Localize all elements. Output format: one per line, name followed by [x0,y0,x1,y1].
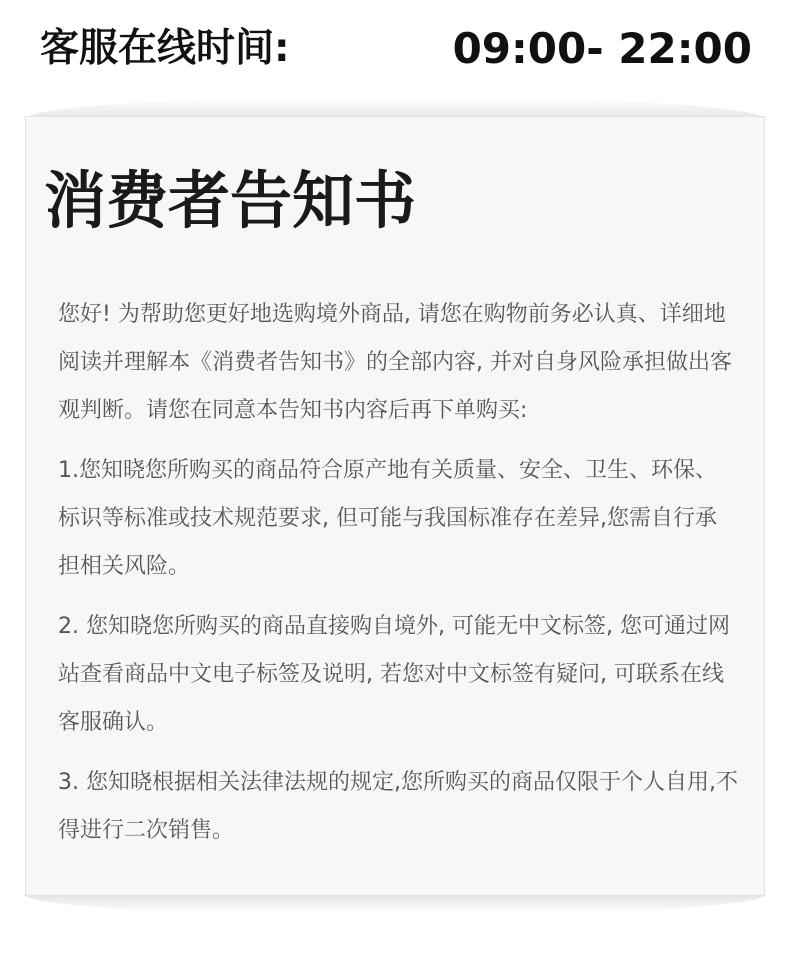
notice-intro-paragraph: 您好! 为帮助您更好地选购境外商品, 请您在购物前务必认真、详细地阅读并理解本《消费者告知书》的全部内容, 并对自身风险承担做出客观判断。请您在同意本告知书内容后再下单购买: [58,302,732,423]
service-hours-bar [40,18,752,78]
service-hours-label: 客服在线时间: [40,26,290,71]
notice-title: 消费者告知书 [44,164,417,237]
notice-item-2: 2. 您知晓您所购买的商品直接购自境外, 可能无中文标签, 您可通过网站查看商品中文电子标签及说明, 若您对中文标签有疑问, 可联系在线客服确认。 [58,614,730,735]
service-hours-value: 09:00- 22:00 [452,24,752,73]
notice-item-1: 1.您知晓您所购买的商品符合原产地有关质量、安全、卫生、环保、标识等标准或技术规范要求, 但可能与我国标准存在差异,您需自行承担相关风险。 [58,458,717,579]
consumer-notice-card [25,116,765,896]
notice-item-3: 3. 您知晓根据相关法律法规的规定,您所购买的商品仅限于个人自用,不得进行二次销售。 [58,770,738,843]
card-bottom-shadow [24,894,766,914]
